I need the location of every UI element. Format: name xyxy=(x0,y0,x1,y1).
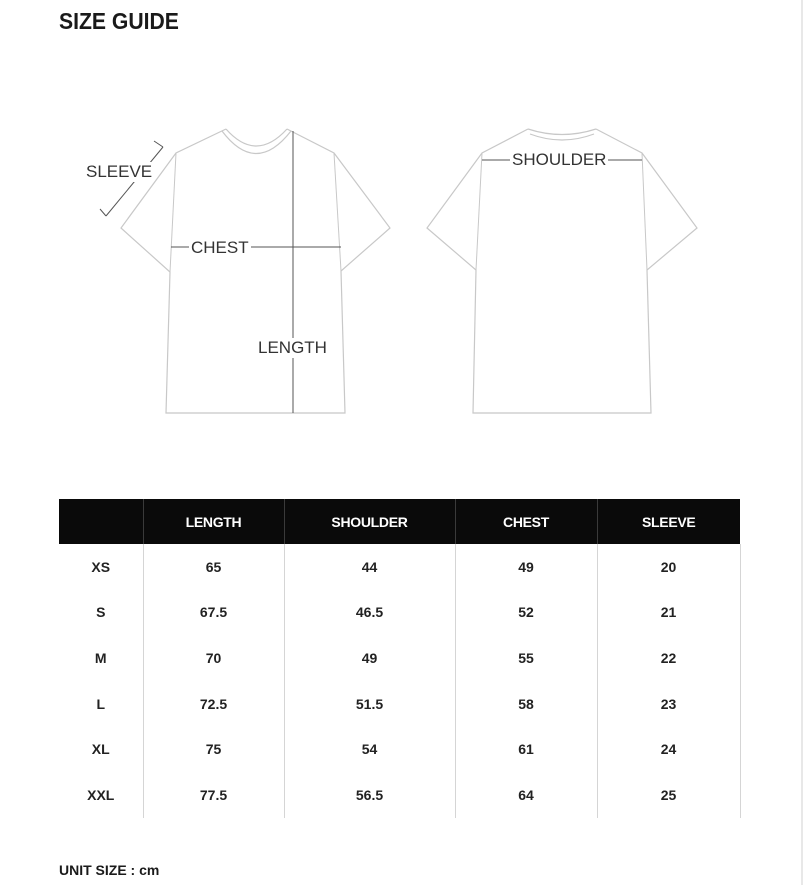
shoulder-cell: 51.5 xyxy=(284,681,455,727)
size-cell: XXL xyxy=(87,786,115,803)
length-cell: 72.5 xyxy=(143,681,284,727)
page-title: SIZE GUIDE xyxy=(59,8,179,34)
sleeve-label: SLEEVE xyxy=(86,162,153,181)
shoulder-cell: 44 xyxy=(284,544,455,590)
shoulder-cell: 54 xyxy=(284,726,455,772)
size-cell: S xyxy=(96,604,106,621)
front-tshirt-outline xyxy=(121,129,390,413)
chest-cell: 64 xyxy=(455,772,597,818)
chest-cell: 55 xyxy=(455,635,597,681)
length-cell: 65 xyxy=(143,544,284,590)
table-row xyxy=(59,635,740,681)
header-chest: CHEST xyxy=(455,499,597,544)
sleeve-cell: 21 xyxy=(597,590,740,636)
length-cell: 77.5 xyxy=(143,772,284,818)
shoulder-cell: 56.5 xyxy=(284,772,455,818)
length-cell: 70 xyxy=(143,635,284,681)
header-length: LENGTH xyxy=(143,499,284,544)
front-left-armhole xyxy=(170,153,176,272)
header-size xyxy=(59,499,143,544)
unit-size-note: UNIT SIZE : cm xyxy=(59,862,160,878)
front-neckline xyxy=(226,129,287,146)
sleeve-cell: 24 xyxy=(597,726,740,772)
chest-cell: 58 xyxy=(455,681,597,727)
front-right-armhole xyxy=(334,153,341,271)
sleeve-cell: 25 xyxy=(597,772,740,818)
shoulder-label: SHOULDER xyxy=(512,150,607,169)
table-header-row xyxy=(59,499,740,544)
table-row xyxy=(59,544,740,590)
length-cell: 67.5 xyxy=(143,590,284,636)
length-label: LENGTH xyxy=(258,338,327,357)
sleeve-cell: 22 xyxy=(597,635,740,681)
chest-cell: 52 xyxy=(455,590,597,636)
size-table xyxy=(59,499,741,818)
sleeve-cell: 23 xyxy=(597,681,740,727)
size-cell: XS xyxy=(91,558,111,575)
shoulder-cell: 49 xyxy=(284,635,455,681)
header-shoulder: SHOULDER xyxy=(284,499,455,544)
shoulder-cell: 46.5 xyxy=(284,590,455,636)
header-sleeve: SLEEVE xyxy=(597,499,740,544)
table-row xyxy=(59,590,740,636)
back-neckline xyxy=(528,129,596,135)
back-left-armhole xyxy=(476,153,482,270)
sleeve-cell: 20 xyxy=(597,544,740,590)
chest-cell: 49 xyxy=(455,544,597,590)
front-neckline-inner xyxy=(222,131,291,154)
chest-label: CHEST xyxy=(191,238,249,257)
back-tshirt-outline xyxy=(427,129,697,413)
size-cell: XL xyxy=(91,741,110,758)
table-row xyxy=(59,772,740,818)
table-row xyxy=(59,681,740,727)
chest-cell: 61 xyxy=(455,726,597,772)
size-cell: M xyxy=(94,649,107,666)
length-cell: 75 xyxy=(143,726,284,772)
table-row xyxy=(59,726,740,772)
size-cell: L xyxy=(96,695,106,712)
back-right-armhole xyxy=(642,153,647,270)
